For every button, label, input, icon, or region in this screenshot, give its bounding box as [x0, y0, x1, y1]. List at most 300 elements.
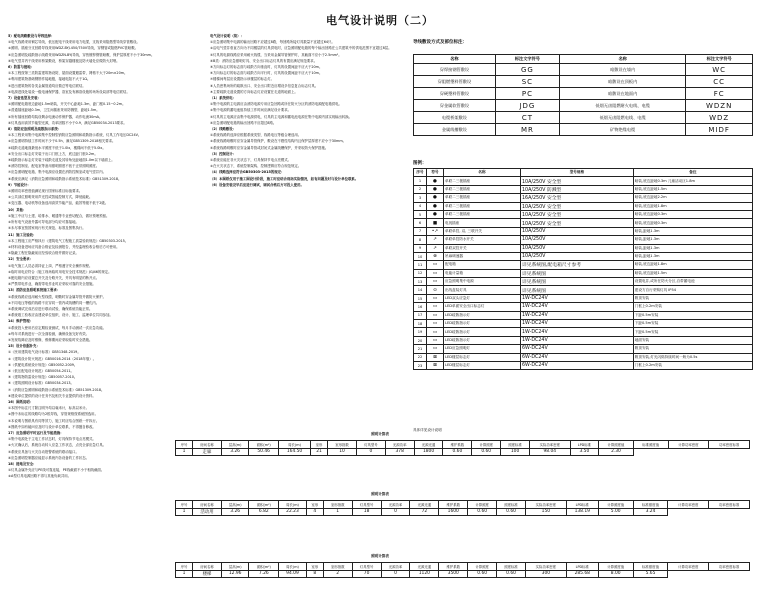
number-cell: 23 [414, 361, 427, 369]
code-cell: WC [686, 64, 753, 76]
header-cell: 照度标准 [501, 441, 530, 449]
header-cell: 光源光通 [410, 563, 439, 571]
table-row [414, 278, 753, 286]
calc-table-caption: 照明计算表 [371, 432, 389, 436]
header-cell: 名称 [444, 169, 521, 177]
table-header-row [414, 55, 753, 64]
header-cell: 计算功率密度 [668, 563, 709, 571]
header-cell: 序号 [414, 169, 427, 177]
table-row [414, 227, 753, 235]
symbol-icon: ⊠ [427, 361, 444, 369]
header-cell: 周长(m) [279, 563, 306, 571]
name-cell: 单联单控防水开关 [444, 236, 521, 244]
spec-cell: 10A/250V 安全型 [520, 210, 633, 218]
name-cell: 暗敷设在墙内 [559, 64, 685, 76]
header-cell: 室形指数 [323, 501, 352, 509]
note-paragraph: 8）消防应急照明及疏散指示系统： [8, 127, 62, 132]
note-paragraph: ③发现故障应及时维修，维修期间应采取临时安全措施。 [8, 337, 93, 342]
note-paragraph: 15）设计依据补充： [8, 344, 40, 349]
header-cell: 标准照度值 [633, 501, 668, 509]
header-cell: 室形 [311, 441, 328, 449]
note-paragraph: ④安全出口标志灯安装于出口门框上方，底边距门框0.2m。 [8, 151, 98, 156]
note-paragraph: ①本图中标注尺寸除注明外均以毫米计，标高以米计。 [8, 406, 90, 411]
remark-cell: 暗装,底边距地1.8m [633, 202, 752, 210]
data-cell: 72 [410, 508, 439, 516]
data-cell: 5.00 [598, 508, 633, 516]
note-paragraph: 18）接地及安全： [8, 462, 37, 467]
spec-cell: 详见系统图 [520, 269, 633, 277]
name-cell: 暗敷设在顶板内 [559, 76, 685, 88]
note-paragraph: 9）节能设计： [8, 182, 31, 187]
note-paragraph: ③未尽事宜按国家现行有关规范、标准及图集执行。 [8, 226, 86, 231]
note-paragraph: ②在火灾状态下，系统控制架构、控制逻辑应符合规范规定。 [210, 164, 302, 169]
note-paragraph: ④灯具选用高效节能型光源，功率因数不小于0.9，满足GB50034-2013要求。 [8, 120, 127, 125]
table-row [414, 286, 753, 294]
table-row [176, 508, 750, 516]
header-cell: 房间名称 [193, 563, 222, 571]
name-cell: 单联二三极插座 [444, 202, 521, 210]
note-paragraph: ③进出建筑物的各类金属管道均应做总等电位联结。 [8, 83, 86, 88]
spec-cell: 10A/250V [520, 244, 633, 252]
remark-cell: 吸顶安装 [633, 345, 752, 353]
note-paragraph: （2）线路敷设： [210, 127, 237, 132]
code-cell: GG [495, 64, 559, 76]
header-cell: 计算照度 [468, 501, 497, 509]
data-cell: 3.24 [633, 508, 668, 516]
note-paragraph: ①集中电源的主电源应由消防电源专用应急回路或所在防火分区的消防电源配电箱供电。 [210, 102, 342, 107]
note-paragraph: ②临时用电应符合《施工现场临时用电安全技术规范》JGJ46的规定。 [8, 269, 112, 274]
note-paragraph: 13）消防应急照明系统施工要求： [8, 288, 61, 293]
table-row [414, 361, 753, 369]
header-cell: LPD标准 [566, 563, 598, 571]
note-paragraph: ①应急照明集中电源的输出回路不应超过8路，每回路所接灯具数量不宜超过64只。 [210, 40, 335, 45]
code-cell: FC [686, 88, 753, 100]
header-cell: 维护系数 [439, 501, 468, 509]
header-cell: 灯具型号 [356, 441, 385, 449]
table-row [414, 252, 753, 260]
data-cell: 活动用 [193, 508, 222, 516]
spec-cell: 1W-DC24V [520, 311, 633, 319]
note-paragraph: ④应急照明控制器应能显示系统内各设备的工作状态。 [8, 455, 90, 460]
remark-cell: 暗装,距地1.3m [633, 227, 752, 235]
symbol-icon: ▭ [427, 336, 444, 344]
table-row [414, 88, 753, 100]
data-cell: 18 [352, 508, 381, 516]
header-cell: 实际功率密度 [529, 441, 570, 449]
symbol-icon: ⊠ [427, 353, 444, 361]
header-cell: 房间名称 [193, 441, 222, 449]
note-paragraph: ③配电箱内应设置总开关及分路开关，并具有明显的断开点。 [8, 275, 100, 280]
note-paragraph: ②图中未标注的线路均为2根导线，穿管规格按系统图选用。 [8, 412, 98, 417]
spec-cell: 10A/250V 安全型 [520, 219, 633, 227]
remark-cell: 下距0.5m安装 [633, 320, 752, 328]
data-cell: 3.26 [221, 508, 248, 516]
header-cell: 实际功率密度 [525, 563, 566, 571]
note-paragraph: ②材料设备进场应具备合格证及检测报告，并经监理验收合格后方可使用。 [8, 244, 120, 249]
table-row [414, 202, 753, 210]
name-cell: 穿硬塑料管敷设 [414, 88, 496, 100]
note-paragraph: ③隐蔽工程在隐蔽前应经验收合格并做好记录。 [8, 251, 79, 256]
note-paragraph: 7）设备选型及安装： [8, 96, 41, 101]
header-cell: 光源功率 [381, 501, 410, 509]
table-row [414, 303, 753, 311]
header-cell: 面积(m²) [249, 501, 279, 509]
note-paragraph: ①照明功率密度值满足现行国家标准目标值要求。 [8, 189, 83, 194]
note-paragraph: ③系统线路明敷时应穿金属导管或封闭式金属线槽保护，并采取防火保护措施。 [210, 145, 329, 150]
code-cell: MR [495, 124, 559, 136]
number-cell: 10 [414, 252, 427, 260]
note-paragraph: ③本说明与图纸具有同等效力，施工时应结合图纸一并执行。 [8, 418, 100, 423]
table-row [414, 210, 753, 218]
note-paragraph: ③疏散走道地面最低水平照度不低于1.0lx，楼梯间不低于5.0lx。 [8, 145, 106, 150]
note-paragraph: ⑥方向标志灯的标志面与疏散方向平行时，灯具的设置间距不应大于10m。 [210, 71, 323, 76]
note-paragraph: ③变压器、电动机等设备选用高效节能产品，能效等级不低于2级。 [8, 201, 109, 206]
header-cell: 计算照度 [468, 563, 497, 571]
name-cell: LED应急照明灯 [444, 345, 521, 353]
remark-cell: 下距0.5m安装 [633, 311, 752, 319]
data-cell: 150 [525, 508, 566, 516]
note-paragraph: （5）本图纸仅用于施工图设计阶段，施工时应结合现场实际情况，如有问题及时与设计单位联系。 [210, 176, 359, 181]
number-cell: 12 [414, 269, 427, 277]
calc-table-caption: 照明计算表 [371, 554, 389, 558]
symbol-icon: ● [427, 185, 444, 193]
name-cell: LED单面安全出口标志灯 [444, 303, 521, 311]
spec-cell: 10A/250V [520, 252, 633, 260]
number-cell: 14 [414, 286, 427, 294]
header-cell: 灯具型号 [352, 563, 381, 571]
name-cell: 出线盒装灯具 [444, 286, 521, 294]
note-paragraph: ②不同电压等级的线路不应穿同一管内或线槽的同一槽孔内。 [8, 300, 100, 305]
name-cell: 应急照明集中电源 [444, 278, 521, 286]
number-cell: 2 [414, 185, 427, 193]
number-cell: 1 [414, 177, 427, 185]
table-row [414, 185, 753, 193]
table-row [414, 269, 753, 277]
remark-cell: 吸顶安装,灯光闪烁持续时间一般为0.5s [633, 353, 752, 361]
note-paragraph: 14）维护管理： [8, 319, 34, 324]
table-row [414, 236, 753, 244]
name-cell: 低烟无卤阻燃耐火电线、电缆 [559, 100, 685, 112]
data-cell: 1800 [414, 448, 443, 456]
note-paragraph: ③所有插座回路均装设剩余电流动作保护器，动作电流30mA。 [8, 114, 103, 119]
table-header-row [176, 501, 750, 509]
header-cell: 功率密度标准 [709, 441, 750, 449]
note-paragraph: （1）系统供电： [210, 96, 237, 101]
note-paragraph: 10）其他： [8, 207, 27, 212]
header-cell: 层高(m) [221, 501, 248, 509]
data-cell: 50.46 [249, 448, 279, 456]
code-cell: JDG [495, 100, 559, 112]
header-cell: 计算照度 [472, 441, 501, 449]
data-cell: 5.65 [633, 570, 668, 578]
legend-table [413, 168, 753, 370]
table-row [414, 244, 753, 252]
name-cell: 低烟无卤阻燃电线、电缆 [559, 112, 685, 124]
name-cell: 矿物绝缘电缆 [559, 124, 685, 136]
data-cell: 8.00 [598, 570, 633, 578]
data-cell: 3.26 [221, 448, 248, 456]
name-cell: 穿焊接钢管敷设 [414, 64, 496, 76]
header-cell: 序号 [176, 501, 193, 509]
note-paragraph: 6）防雷与接地： [8, 65, 35, 70]
name-cell: 单联二三极插座 [444, 210, 521, 218]
header-cell: 名称 [414, 55, 496, 64]
header-cell: 计算功率密度 [668, 441, 709, 449]
remark-cell: 建设方自行采购灯具 IP54 [633, 286, 752, 294]
note-paragraph: ⑦《消防应急照明和疏散指示系统技术标准》GB51309-2018。 [8, 387, 105, 392]
symbol-icon: ■ [427, 219, 444, 227]
remark-cell: 暗装,底边距地1.8m [633, 261, 752, 269]
note-paragraph: ③《供配电系统设计规范》GB50052-2009。 [8, 362, 78, 367]
number-cell: 4 [414, 202, 427, 210]
note-paragraph: （4）线路选择应符合GB50303-2015的规定： [210, 170, 285, 175]
note-paragraph: ⑧系统应满足《消防应急照明和疏散指示系统技术标准》GB51309-2018。 [8, 176, 122, 181]
calc-table [175, 500, 750, 516]
note-paragraph: 5）配电线路敷设与导线选择： [8, 34, 55, 38]
table-row [414, 294, 753, 302]
number-cell: 9 [414, 244, 427, 252]
data-cell: 0.60 [443, 448, 472, 456]
number-cell: 6 [414, 219, 427, 227]
data-cell: 1 [176, 570, 193, 578]
data-cell: 21 [311, 448, 328, 456]
header-cell: 面积(m²) [249, 441, 279, 449]
spec-cell: 详见系统图 [520, 286, 633, 294]
data-cell: 4 [306, 508, 323, 516]
note-paragraph: ③应急照明及疏散指示线路采用WDZN-BYJ导线，穿热镀锌钢管暗敷，保护层厚度不小于30mm。 [8, 52, 155, 57]
table-row [176, 570, 750, 578]
header-cell: 灯具型号 [352, 501, 381, 509]
spec-cell: 10A/250V 安全型 [520, 202, 633, 210]
note-paragraph: ③灯具的主电源应由集中电源供电，灯具的主电源和蓄电池电源在集中电源内部实现输出转换。 [210, 114, 353, 119]
data-cell: 164.50 [279, 448, 311, 456]
header-cell: 面积(m²) [249, 563, 279, 571]
spec-cell: 6W-DC24V [520, 353, 633, 361]
wiring-notation-table [413, 54, 753, 136]
table-row [414, 124, 753, 136]
data-cell: 0.60 [497, 508, 526, 516]
symbol-icon: ▭ [427, 320, 444, 328]
spec-cell: 10A/250V 安全型 [520, 177, 633, 185]
remark-cell: 暗装,底边距地0.3m [633, 210, 752, 218]
header-cell: 照度标准 [497, 563, 526, 571]
note-paragraph: ⑧建设单位提供的设计任务书及相关专业提供的设计资料。 [8, 393, 96, 398]
data-cell: 2 [323, 570, 352, 578]
number-cell: 18 [414, 320, 427, 328]
table-row [414, 336, 753, 344]
spec-cell: 16A/250V 安全型 [520, 194, 633, 202]
symbol-icon: ● [427, 194, 444, 202]
spec-cell: 6W-DC24V [520, 345, 633, 353]
note-paragraph: ②应急照明持续工作时间不少于0.5h，满足GB51309-2018相关要求。 [8, 139, 116, 144]
data-cell: 3500 [439, 570, 468, 578]
remark-cell: 地面安装 [633, 336, 752, 344]
note-paragraph: ②利用建筑物基础钢筋作接地极，接地电阻不大于1Ω。 [8, 77, 91, 82]
data-cell: 0 [381, 508, 410, 516]
remark-cell: 下距0.5m安装 [633, 328, 752, 336]
note-paragraph: ②照明、插座分支回路导线采用WDZ-BYJ-450/750V导线，穿钢管或阻燃PVC管暗敷。 [8, 46, 138, 51]
header-cell: 室形 [306, 563, 323, 571]
note-paragraph: ⑦楼梯间每层应设置指示该楼层的标志灯。 [210, 77, 275, 82]
remark-cell: 设置电井,或所在防火分区,自带蓄电池 [633, 278, 752, 286]
header-cell: 层高(m) [221, 441, 248, 449]
symbol-icon: ▭ [427, 303, 444, 311]
table-row [414, 353, 753, 361]
note-paragraph: ①系统线路的选择应根据系统类型、线路电压等级合理选用。 [210, 133, 302, 138]
header-cell: 序号 [176, 441, 193, 449]
note-paragraph: 16）图纸说明： [8, 399, 34, 404]
spec-cell: 1W-DC24V [520, 320, 633, 328]
number-cell: 13 [414, 278, 427, 286]
header-cell: 维护系数 [439, 563, 468, 571]
name-cell: 单联二三极插座 [444, 194, 521, 202]
spec-cell: 10A/250V [520, 236, 633, 244]
data-cell: 12.96 [221, 570, 248, 578]
header-cell: 计算功率密度 [668, 501, 709, 509]
header-cell: 备注 [633, 169, 752, 177]
data-cell: 1 [176, 508, 193, 516]
header-cell: 光源功率 [385, 441, 414, 449]
data-cell: 7.26 [249, 570, 279, 578]
note-paragraph: ②集中电源的蓄电池组持续工作时间应满足设计要求。 [210, 108, 292, 113]
note-paragraph: 电气设计说明（续）： [210, 34, 244, 38]
table-header-row [176, 563, 750, 571]
note-paragraph: ①系统线路应选用耐火型线缆，明敷时穿金属导管并做防火保护。 [8, 294, 106, 299]
code-cell: CT [495, 112, 559, 124]
data-cell: 100 [501, 448, 530, 456]
number-cell: 15 [414, 294, 427, 302]
symbol-icon: ▭ [427, 311, 444, 319]
table-row [414, 64, 753, 76]
spec-cell: 10A/250V 防溅型 [520, 185, 633, 193]
note-paragraph: ①本工程采用集中电源集中控制型消防应急照明和疏散指示系统，灯具工作电压DC24V。 [8, 133, 142, 138]
note-paragraph: ⑦应急照明配电箱、集中电源应设置在消防控制室或电气竖井内。 [8, 170, 106, 175]
name-cell: 电能计量箱 [444, 269, 521, 277]
name-cell: LED楼层标志灯 [444, 353, 521, 361]
header-cell: 计算照度值 [599, 441, 634, 449]
note-paragraph: ④系统竣工验收应由建设单位组织，设计、施工、监理单位共同参加。 [8, 313, 113, 318]
data-cell: 22.23 [279, 508, 306, 516]
table-row [414, 328, 753, 336]
symbol-icon: ● [427, 177, 444, 185]
number-cell: 5 [414, 210, 427, 218]
data-cell: 1600 [439, 508, 468, 516]
legend-caption: 图例： [413, 161, 427, 166]
spec-cell: 1W-DC24V [520, 328, 633, 336]
spec-cell: 详见系统图,配电箱尺寸参考 [520, 261, 633, 269]
note-paragraph: ⑤方向标志灯的标志面与疏散方向垂直时，灯具的设置间距不应大于20m。 [210, 65, 323, 70]
note-paragraph: ②沿电气竖井垂直方向为不同楼层的灯具供电时，应急照明配电箱的每个输出回路在公共建筑中的供电范围不宜超过8层。 [210, 46, 392, 51]
notes-column-middle [210, 33, 406, 363]
data-cell: 98.04 [529, 448, 570, 456]
name-cell: 电视插座 [444, 219, 521, 227]
symbol-icon: ↗ [427, 244, 444, 252]
note-paragraph: ⑥《建筑照明设计标准》GB50034-2013。 [8, 381, 74, 386]
note-paragraph: ②A型灯具电源回路不得与其他负载共用。 [8, 474, 71, 479]
header-cell: 周长(m) [279, 441, 311, 449]
name-cell: LED疏散指示灯 [444, 311, 521, 319]
note-paragraph: ④图纸中如有疑问应及时与设计单位联系，不得擅自修改。 [8, 424, 96, 429]
data-cell: 0 [356, 448, 385, 456]
header-cell: 型号规格 [520, 169, 633, 177]
data-cell: 楼梯 [193, 570, 222, 578]
header-cell: 标注文字符号 [686, 55, 753, 64]
remark-cell: 门框上0.2m安装 [633, 303, 752, 311]
table-row [176, 448, 750, 456]
name-cell: 金属线槽敷设 [414, 124, 496, 136]
note-paragraph: ①本工程施工应严格执行《建筑电气工程施工质量验收规范》GB50303-2015。 [8, 238, 129, 243]
note-paragraph: ③系统应具备与火灾自动报警系统的联动接口。 [8, 449, 79, 454]
spec-cell: 1W-DC24V [520, 303, 633, 311]
number-cell: 17 [414, 311, 427, 319]
symbol-icon: ▭ [427, 294, 444, 302]
table-row [414, 76, 753, 88]
note-paragraph: ②系统线路暗敷时应穿金属导管保护，敷设在不燃性结构内且保护层厚度不应小于30mm。 [210, 139, 347, 144]
symbol-icon: ▭ [427, 345, 444, 353]
note-paragraph: ④严禁带电作业，确需带电作业时应采取可靠的安全措施。 [8, 282, 96, 287]
name-cell: 电缆桥架敷设 [414, 112, 496, 124]
note-paragraph: ②火灾确认后，系统自动转入应急工作状态，点亮全部应急灯具。 [8, 443, 106, 448]
data-cell: 0.60 [472, 448, 501, 456]
header-cell: 室形指数 [323, 563, 352, 571]
data-cell: 0.60 [497, 570, 526, 578]
remark-cell: 暗装,距地1.3m [633, 244, 752, 252]
symbol-icon: ● [427, 210, 444, 218]
note-paragraph: 17）应急照明平时运行及节能措施： [8, 431, 64, 435]
name-cell: 吊扇调速器 [444, 252, 521, 260]
table-row [414, 345, 753, 353]
note-paragraph: ③灯具的电源线路应采用耐火线缆，当采用金属导管保护时，其截面不应小于2.5mm²。 [210, 52, 342, 57]
note-paragraph: ④电源进线处装设一级电涌保护器，浴室及有淋浴设施的场所设局部等电位联结。 [8, 89, 130, 94]
name-cell: 单联单控, 双, 三联开关 [444, 227, 521, 235]
header-cell: 标准照度值 [633, 441, 668, 449]
note-paragraph: ④电气竖井内干线采用桥架敷设，桥架穿越楼板及防火墙处应做防火封堵。 [8, 58, 120, 63]
name-cell: 暗敷设在地面内 [559, 88, 685, 100]
name-cell: 单联二三极插座 [444, 177, 521, 185]
header-cell: 层高(m) [221, 563, 248, 571]
header-cell: 功率密度标准 [709, 501, 750, 509]
table-row [414, 261, 753, 269]
header-cell: 室形 [306, 501, 323, 509]
table-row [414, 177, 753, 185]
number-cell: 11 [414, 261, 427, 269]
spec-cell: 10A/250V [520, 227, 633, 235]
symbol-icon: ⊗ [427, 252, 444, 260]
header-cell: 序号 [176, 563, 193, 571]
number-cell: 3 [414, 194, 427, 202]
table-row [414, 311, 753, 319]
data-cell: 6.82 [249, 508, 279, 516]
header-cell: 光源光通 [414, 441, 443, 449]
remark-cell: 吸顶安装 [633, 294, 752, 302]
table-header-row [414, 169, 753, 177]
data-cell: 10 [328, 448, 357, 456]
calc-table [175, 440, 750, 456]
symbol-icon: •↗ [427, 227, 444, 235]
spec-cell: 1W-DC24V [520, 294, 633, 302]
header-cell: 周长(m) [279, 501, 306, 509]
data-cell: 1 [323, 508, 352, 516]
note-paragraph: ①《民用建筑电气设计标准》GB51348-2019。 [8, 350, 81, 355]
data-cell: 3.50 [570, 448, 598, 456]
number-cell: 21 [414, 345, 427, 353]
header-cell: 功率密度标准 [709, 563, 750, 571]
note-paragraph: ①系统应能在非火灾状态下，灯具保持节电点亮模式。 [210, 158, 292, 163]
spec-cell: 详见系统图 [520, 278, 633, 286]
note-paragraph: ①电气施工人员必须持证上岗，严格遵守安全操作规程。 [8, 263, 93, 268]
table-row [414, 112, 753, 124]
note-paragraph: ②《建筑设计防火规范》GB50016-2014（2018年版）。 [8, 356, 97, 361]
